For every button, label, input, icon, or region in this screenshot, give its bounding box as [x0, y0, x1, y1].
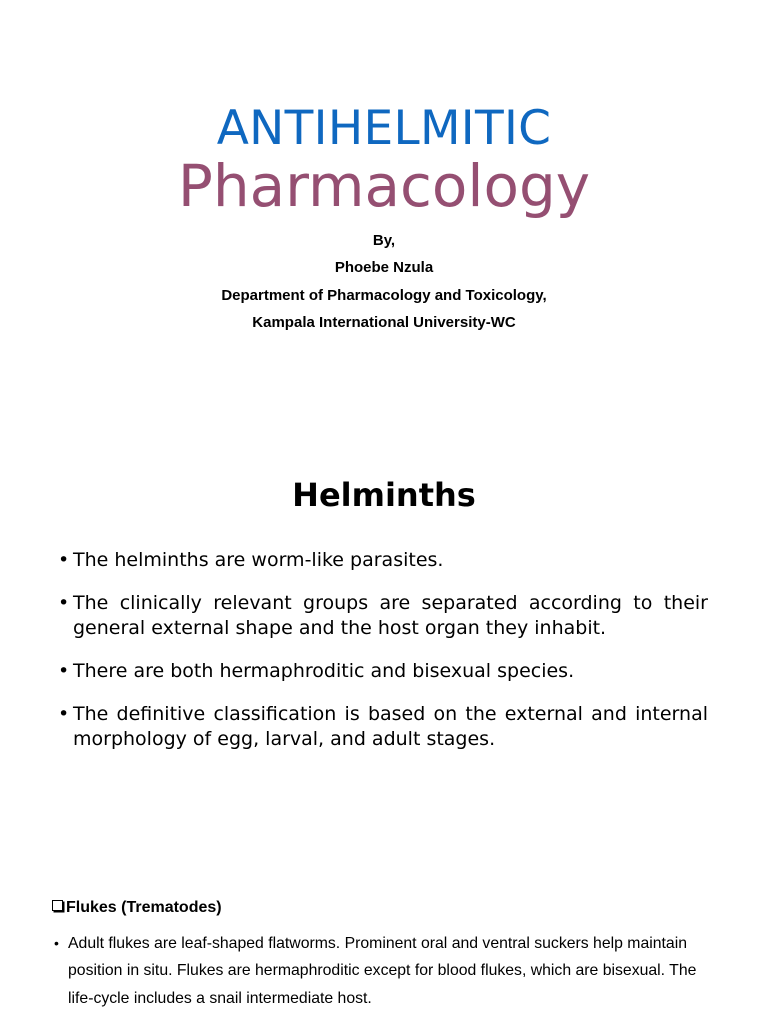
section-heading-text: Flukes (Trematodes)	[66, 899, 222, 916]
list-item	[58, 548, 708, 573]
author-institution: Kampala International University-WC	[252, 313, 516, 331]
bullet-icon: •	[58, 703, 70, 725]
author-byline	[0, 227, 768, 336]
bullet-icon: •	[58, 660, 70, 682]
bullet-list	[52, 930, 722, 1012]
list-item	[52, 930, 722, 1012]
slide-heading: Helminths	[292, 476, 476, 514]
list-item-text: The helminths are worm-like parasites.	[73, 549, 444, 571]
byline-prefix: By,	[372, 232, 396, 249]
bullet-icon: •	[58, 592, 70, 614]
bullet-list	[58, 548, 708, 770]
bullet-icon: •	[54, 935, 59, 951]
flukes-slide	[0, 840, 768, 1024]
presentation-title: ANTIHELMITIC	[216, 101, 552, 156]
author-name: Phoebe Nzula	[334, 259, 434, 277]
list-item-text: The definitive classification is based on the external and internal morphology of egg, larval, and adult stages.	[73, 703, 708, 750]
list-item-text: The clinically relevant groups are separated according to their general external shape and the host organ they inhabit.	[73, 592, 708, 639]
list-item	[58, 591, 708, 641]
list-item-text: Adult flukes are leaf-shaped flatworms. Prominent oral and ventral suckers help maintain position in situ. Flukes are hermaphroditic except for blood flukes, which are bisexual. The life-cycle includes a snail intermediate host.	[68, 935, 697, 1007]
list-item-text: There are both hermaphroditic and bisexual species.	[73, 660, 575, 682]
bullet-icon: •	[58, 549, 70, 571]
author-department: Department of Pharmacology and Toxicology,	[221, 286, 547, 304]
helminths-slide	[0, 440, 768, 840]
section-heading	[52, 896, 222, 920]
presentation-subtitle: Pharmacology	[177, 152, 591, 220]
checkbox-square-icon	[52, 900, 63, 911]
list-item	[58, 702, 708, 752]
title-slide	[0, 0, 768, 440]
list-item	[58, 659, 708, 684]
